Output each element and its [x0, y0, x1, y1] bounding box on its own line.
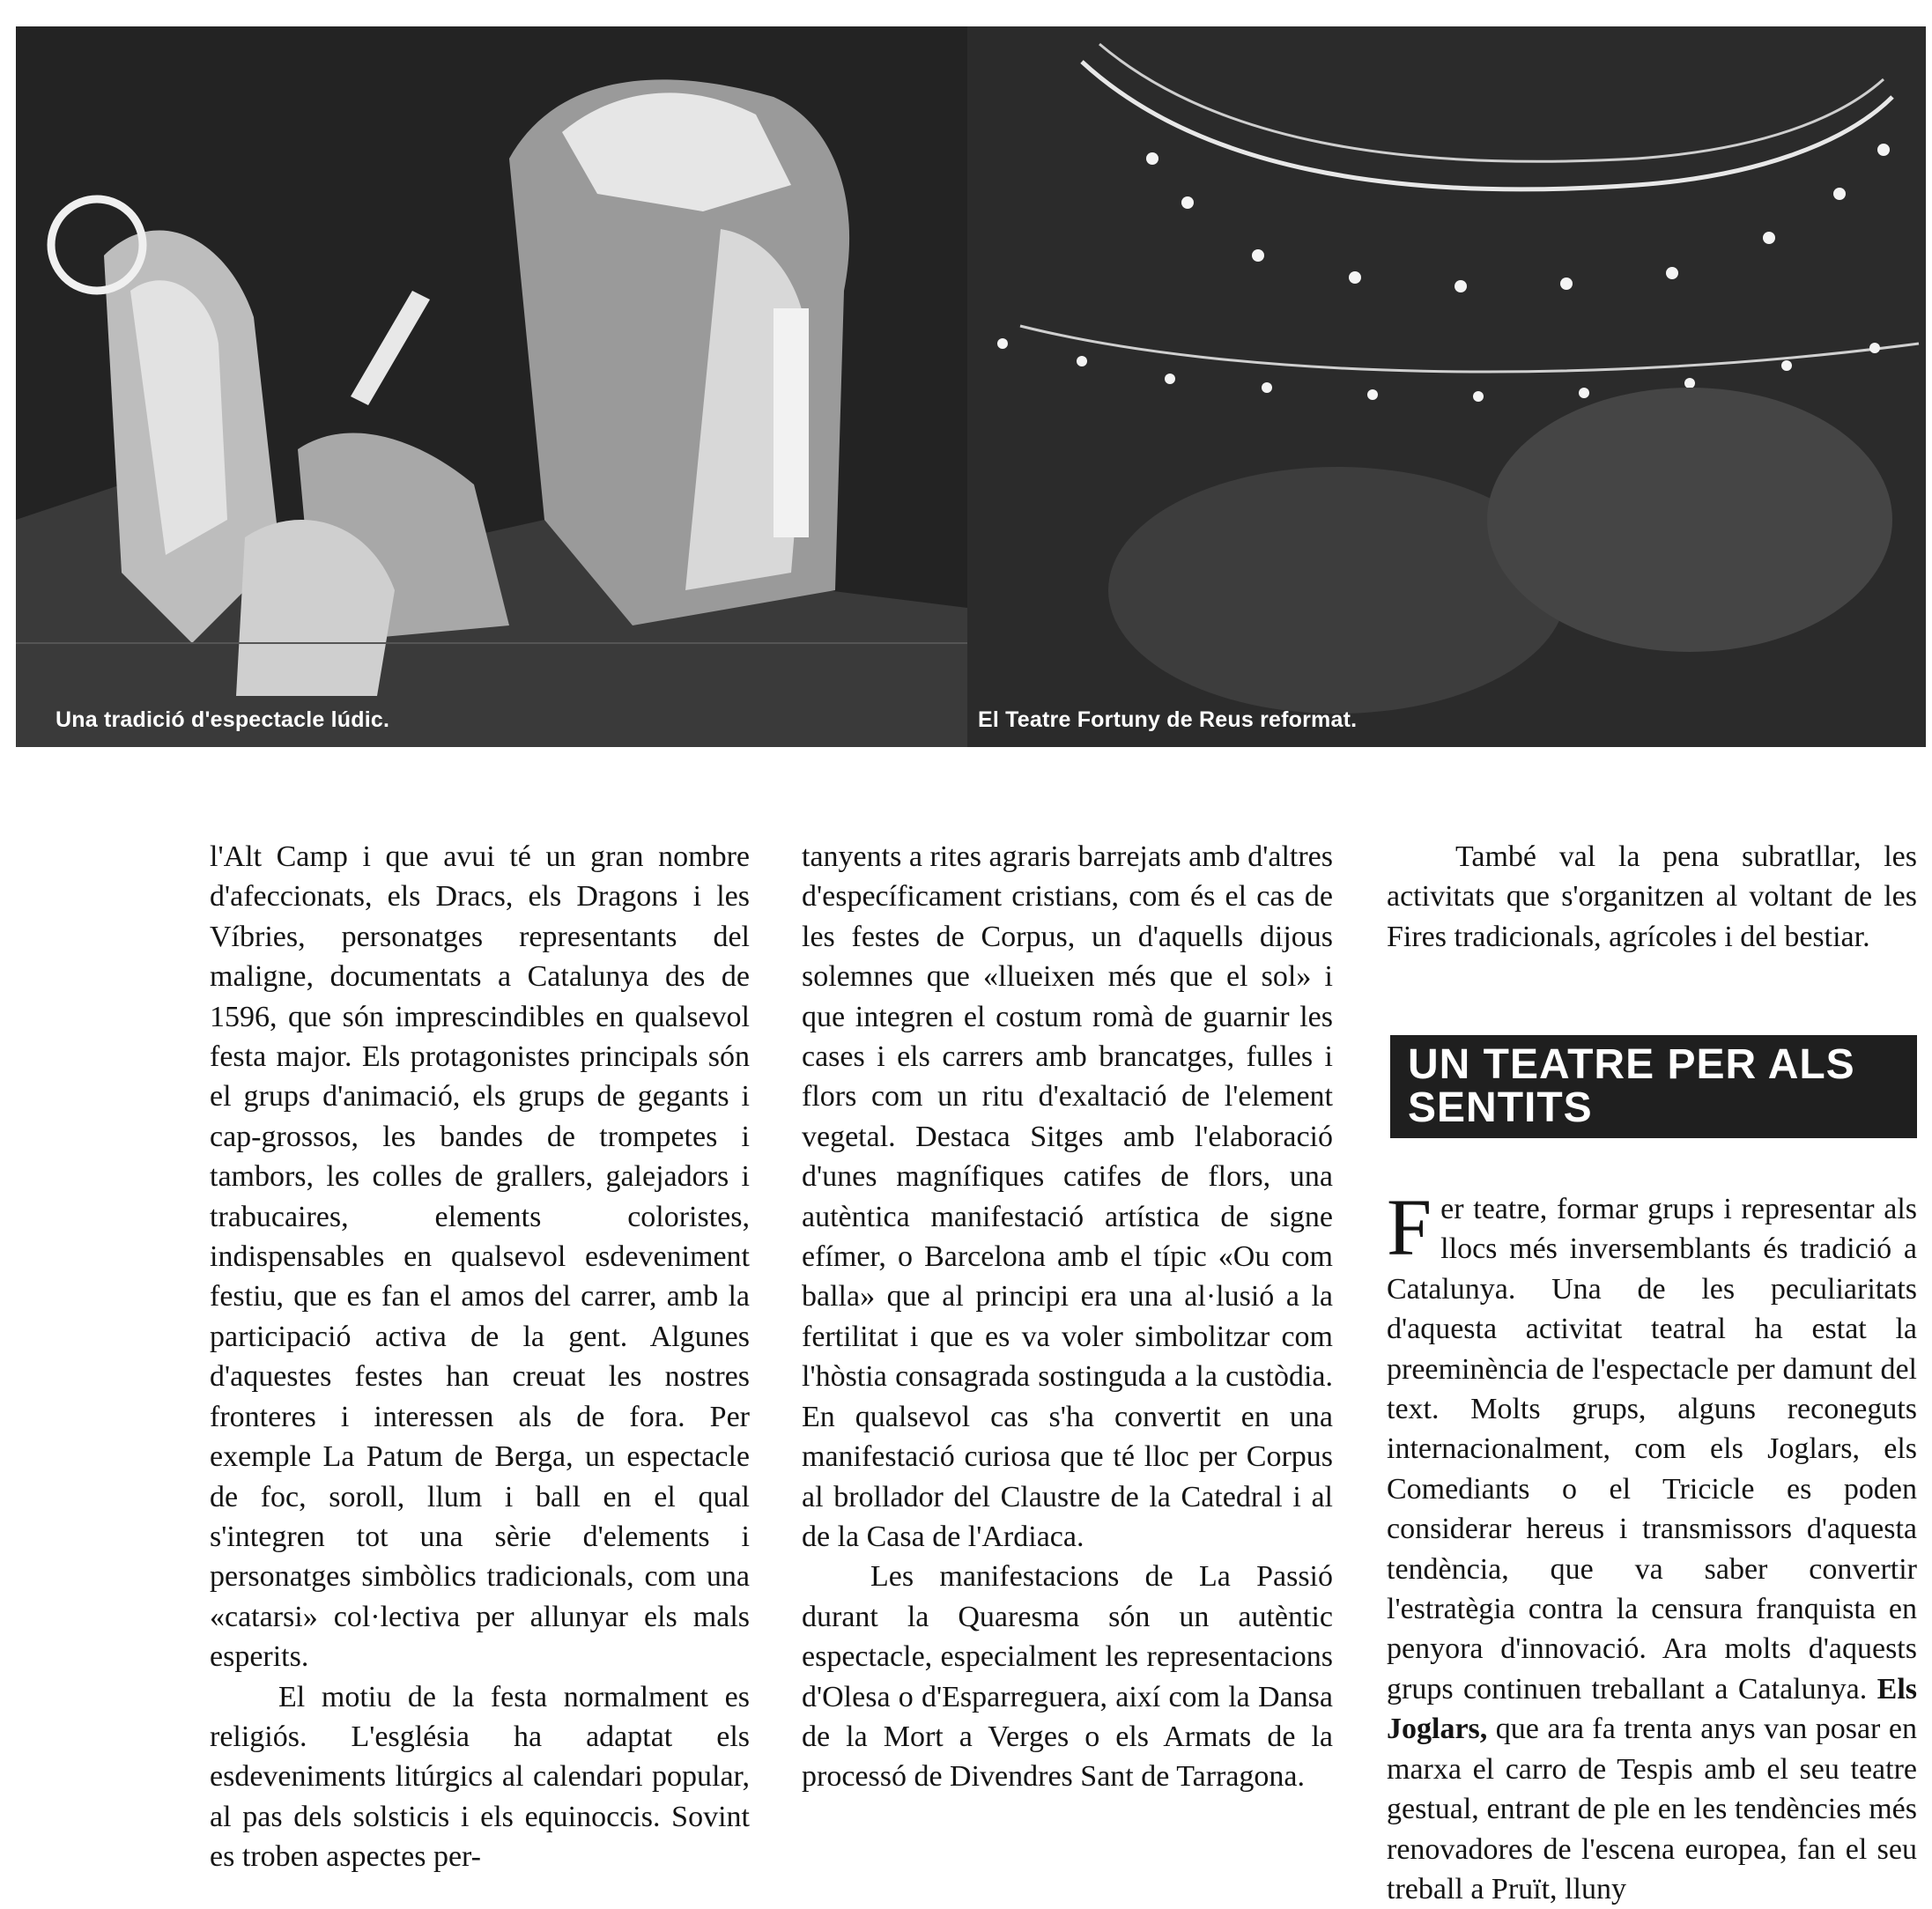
- paragraph-tail: que ara fa trenta anys van posar en marxa el carro de Tespis amb el seu teatre gestual, entrant de ple en les tendències més renovadores de l'escena europea, fan el seu treball a Pruït, lluny: [1387, 1713, 1917, 1905]
- article-column-3-body: [1387, 1182, 1917, 1909]
- paragraph: l'Alt Camp i que avui té un gran nombre d'afeccionats, els Dracs, els Dragons i les Víbries, personatges representants del maligne, documentats a Catalunya des de 1596, que són imprescindibles en qualsevol festa major. Els protagonistes principals són el grups d'animació, els grups de gegants i cap-grossos, les bandes de trompetes i tambors, les colles de grallers, galejadors i trabucaires, elements coloristes, indispensables en qualsevol esdeveniment festiu, que es fan el amos del carrer, amb la participació activa de la gent. Algunes d'aquestes festes han creuat les nostres fronteres i interessen als de fora. Per exemple La Patum de Berga, un espectacle de foc, soroll, llum i ball en el qual s'integren tot una sèrie d'elements i personatges simbòlics tradicionals, com una «catarsi» col·lectiva per allunyar els mals esperits.: [210, 840, 750, 1674]
- article-column-1: [210, 837, 750, 1877]
- paragraph: Les manifestacions de La Passió durant la Quaresma són un autèntic espectacle, especialment les representacions d'Olesa o d'Esparreguera, així com la Dansa de la Mort a Verges o els Armats de la processó de Divendres Sant de Tarragona.: [802, 1560, 1333, 1794]
- paragraph: També val la pena subratllar, les activitats que s'organitzen al voltant de les Fires tradicionals, agrícoles i del bestiar.: [1387, 840, 1917, 953]
- paragraph: El motiu de la festa normalment es religiós. L'església ha adaptat els esdeveniments litúrgics al calendari popular, al pas dels solsticis i els equinoccis. Sovint es troben aspectes per-: [210, 1680, 750, 1874]
- photo-caption-right: El Teatre Fortuny de Reus reformat.: [978, 707, 1358, 732]
- festival-photo: [16, 26, 967, 747]
- article-column-2: [802, 837, 1333, 1797]
- theatre-photo: [967, 26, 1926, 747]
- section-subhead: [1390, 1035, 1917, 1138]
- photo-caption-left: Una tradició d'espectacle lúdic.: [56, 707, 390, 732]
- paragraph: tanyents a rites agraris barrejats amb d'altres d'específicament cristians, com és el cas de les festes de Corpus, un d'aquells dijous solemnes que «llueixen més que el sol» i que integren el costum romà de guarnir les cases i els carrers amb brancatges, fulles i flors com un ritu d'exaltació de l'element vegetal. Destaca Sitges amb l'elaboració d'unes magnífiques catifes de flors, una autèntica manifestació artística de signe efímer, o Barcelona amb el típic «Ou com balla» que al principi era una al·lusió a la fertilitat i que es va voler simbolitzar com l'hòstia consagrada sostinguda a la custòdia. En qualsevol cas s'ha convertit en una manifestació curiosa que té lloc per Corpus al brollador del Claustre de la Catedral i al de la Casa de l'Ardiaca.: [802, 840, 1333, 1553]
- paragraph: [1387, 1182, 1917, 1909]
- article-column-3: [1387, 837, 1917, 957]
- drop-cap: F: [1387, 1182, 1432, 1272]
- photo-band: [16, 26, 1926, 747]
- paragraph-text: er teatre, formar grups i representar als llocs més inversemblants és tradició a Catalunya. Una de les peculiaritats d'aquesta activitat teatral ha estat la preeminència de l'espectacle per damunt del text. Molts grups, alguns reconeguts internacionalment, com els Joglars, els Comediants o el Tricicle es poden considerar hereus i transmissors d'aquesta tendència, que va saber convertir l'estratègia contra la censura franquista en penyora d'innovació. Ara molts d'aquests grups continuen treballant a Catalunya.: [1387, 1193, 1917, 1706]
- subhead-text: UN TEATRE PER ALS SENTITS: [1408, 1041, 1855, 1131]
- bold-name: Els Joglars,: [1387, 1672, 1917, 1746]
